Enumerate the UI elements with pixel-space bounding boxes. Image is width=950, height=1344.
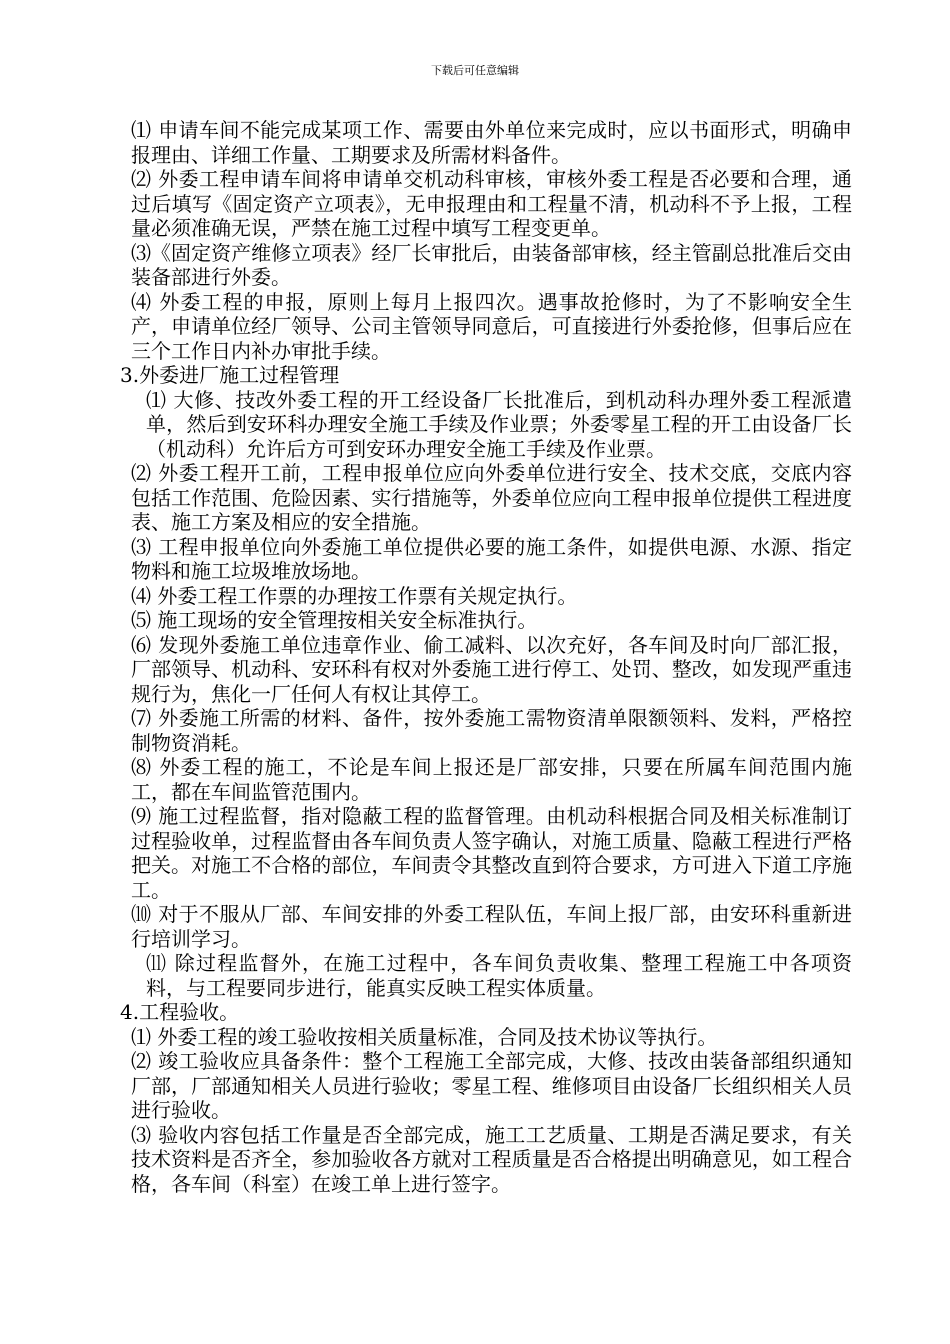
paragraph: ⑴ 外委工程的竣工验收按相关质量标准，合同及技术协议等执行。 (131, 1024, 718, 1049)
paragraph: ⑶ 工程申报单位向外委施工单位提供必要的施工条件，如提供电源、水源、指定物料和施工垃圾堆放场地。 (131, 534, 852, 583)
paragraph: ⑵ 竣工验收应具备条件：整个工程施工全部完成，大修、技改由装备部组织通知厂部，厂部通知相关人员进行验收；零星工程、维修项目由设备厂长组织相关人员进行验收。 (131, 1049, 852, 1122)
paragraph: ⑾ 除过程监督外，在施工过程中，各车间负责收集、整理工程施工中各项资料，与工程要同步进行，能真实反映工程实体质量。 (146, 951, 852, 1000)
paragraph: ⑼ 施工过程监督，指对隐蔽工程的监督管理。由机动科根据合同及相关标准制订过程验收单，过程监督由各车间负责人签字确认，对施工质量、隐蔽工程进行严格把关。对施工不合格的部位，车间责令其整改直到符合要求，方可进入下道工序施工。 (131, 804, 852, 902)
paragraph: ⑴ 申请车间不能完成某项工作、需要由外单位来完成时，应以书面形式，明确申报理由、详细工作量、工期要求及所需材料备件。 (131, 118, 852, 167)
paragraph: ⑵ 外委工程申请车间将申请单交机动科审核，审核外委工程是否必要和合理，通过后填写《固定资产立项表》，无申报理由和工程量不清，机动科不予上报，工程量必须准确无误，严禁在施工过程中填写工程变更单。 (131, 167, 852, 240)
paragraph: ⑹ 发现外委施工单位违章作业、偷工减料、以次充好，各车间及时向厂部汇报，厂部领导、机动科、安环科有权对外委施工进行停工、处罚、整改，如发现严重违规行为，焦化一厂任何人有权让其停工。 (131, 632, 852, 706)
paragraph: ⑺ 外委施工所需的材料、备件，按外委施工需物资清单限额领料、发料，严格控制物资消耗。 (131, 706, 852, 755)
page-header: 下载后可任意编辑 (431, 64, 519, 77)
paragraph: ⑵ 外委工程开工前，工程申报单位应向外委单位进行安全、技术交底，交底内容包括工作范围、危险因素、实行措施等，外委单位应向工程申报单位提供工程进度表、施工方案及相应的安全措施。 (131, 461, 852, 534)
paragraph: ⑷ 外委工程的申报，原则上每月上报四次。遇事故抢修时，为了不影响安全生产，申请单位经厂领导、公司主管领导同意后，可直接进行外委抢修，但事后应在三个工作日内补办审批手续。 (131, 289, 852, 363)
paragraph: ⑷ 外委工程工作票的办理按工作票有关规定执行。 (131, 583, 578, 608)
section-heading: 3.外委进厂施工过程管理 (120, 363, 340, 387)
paragraph: ⑸ 施工现场的安全管理按相关安全标准执行。 (131, 608, 538, 632)
document-body (118, 118, 852, 1196)
paragraph: ⑻ 外委工程的施工，不论是车间上报还是厂部安排，只要在所属车间范围内施工，都在车间监管范围内。 (131, 755, 852, 804)
paragraph: ⑶ 验收内容包括工作量是否全部完成，施工工艺质量、工期是否满足要求，有关技术资料是否齐全，参加验收各方就对工程质量是否合格提出明确意见，如工程合格，各车间（科室）在竣工单上进行签字。 (131, 1122, 852, 1196)
section-heading: 4.工程验收。 (120, 1000, 240, 1024)
paragraph: ⑽ 对于不服从厂部、车间安排的外委工程队伍，车间上报厂部，由安环科重新进行培训学习。 (131, 902, 852, 951)
paragraph: ⑴ 大修、技改外委工程的开工经设备厂长批准后，到机动科办理外委工程派遣单，然后到安环科办理安全施工手续及作业票；外委零星工程的开工由设备厂长（机动科）允许后方可到安环办理安全施工手续及作业票。 (146, 387, 852, 461)
paragraph: ⑶《固定资产维修立项表》经厂长审批后，由装备部审核，经主管副总批准后交由装备部进行外委。 (131, 240, 852, 289)
